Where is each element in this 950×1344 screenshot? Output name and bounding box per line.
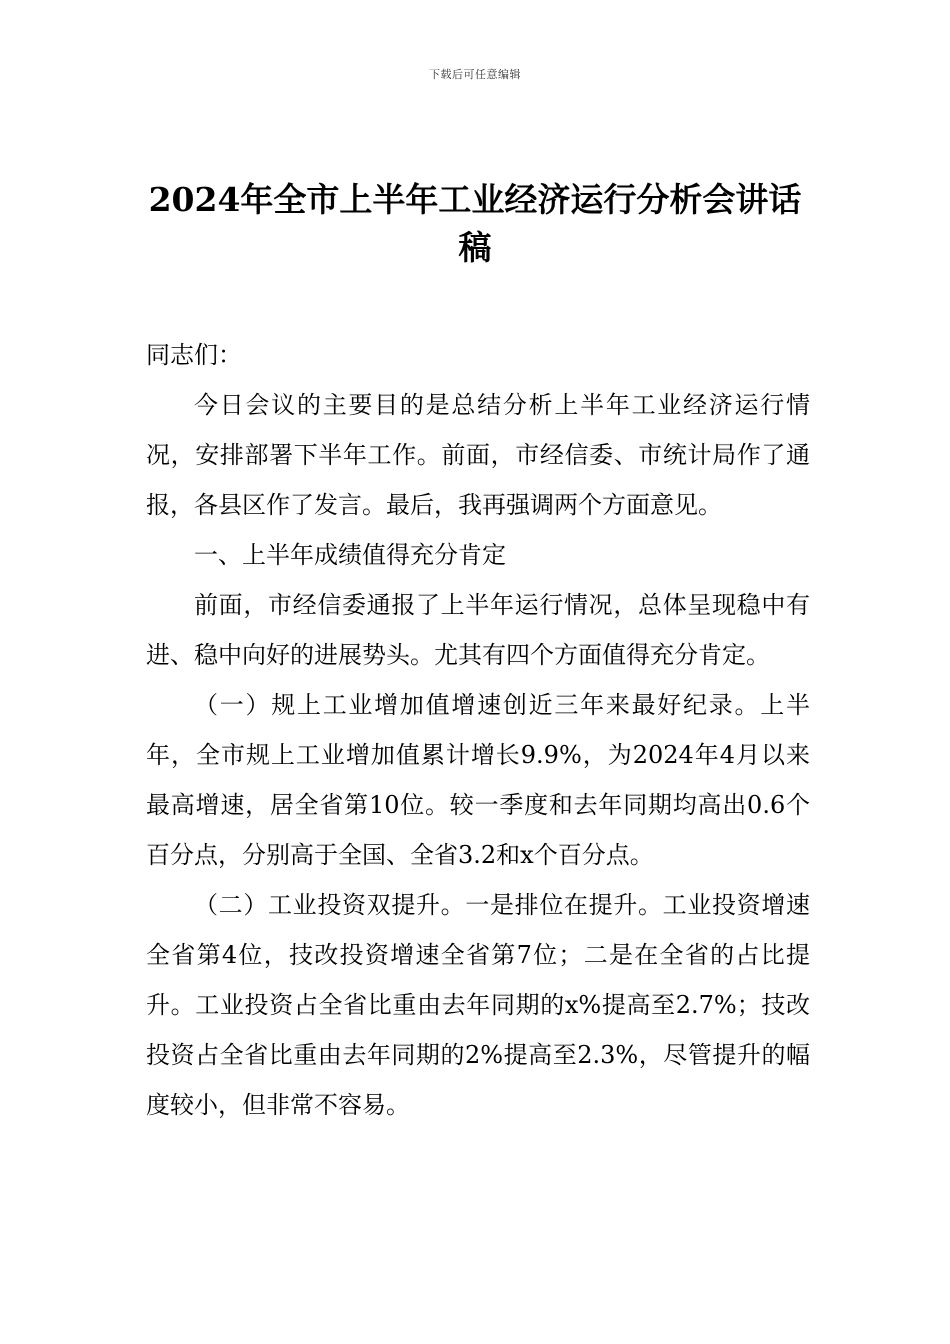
header-note: 下载后可任意编辑 [429, 68, 521, 81]
paragraph-intro: 今日会议的主要目的是总结分析上半年工业经济运行情况，安排部署下半年工作。前面，市经信委、市统计局作了通报，各县区作了发言。最后，我再强调两个方面意见。 [146, 391, 810, 519]
paragraph-point-2: （二）工业投资双提升。一是排位在提升。工业投资增速全省第4位，技改投资增速全省第7位；二是在全省的占比提升。工业投资占全省比重由去年同期的x%提高至2.7%；技改投资占全省比重由去年同期的2%提高至2.3%，尽管提升的幅度较小，但非常不容易。 [146, 891, 810, 1119]
paragraph-point-1: （一）规上工业增加值增速创近三年来最好纪录。上半年，全市规上工业增加值累计增长9.9%，为2024年4月以来最高增速，居全省第10位。较一季度和去年同期均高出0.6个百分点，分别高于全国、全省3.2和x个百分点。 [146, 691, 810, 869]
document-title: 2024年全市上半年工业经济运行分析会讲话稿 [148, 180, 802, 267]
section-heading-1: 一、上半年成绩值得充分肯定 [194, 541, 506, 569]
greeting: 同志们： [146, 341, 242, 369]
paragraph-overview: 前面，市经信委通报了上半年运行情况，总体呈现稳中有进、稳中向好的进展势头。尤其有四个方面值得充分肯定。 [146, 591, 810, 669]
document-body [146, 330, 810, 1130]
